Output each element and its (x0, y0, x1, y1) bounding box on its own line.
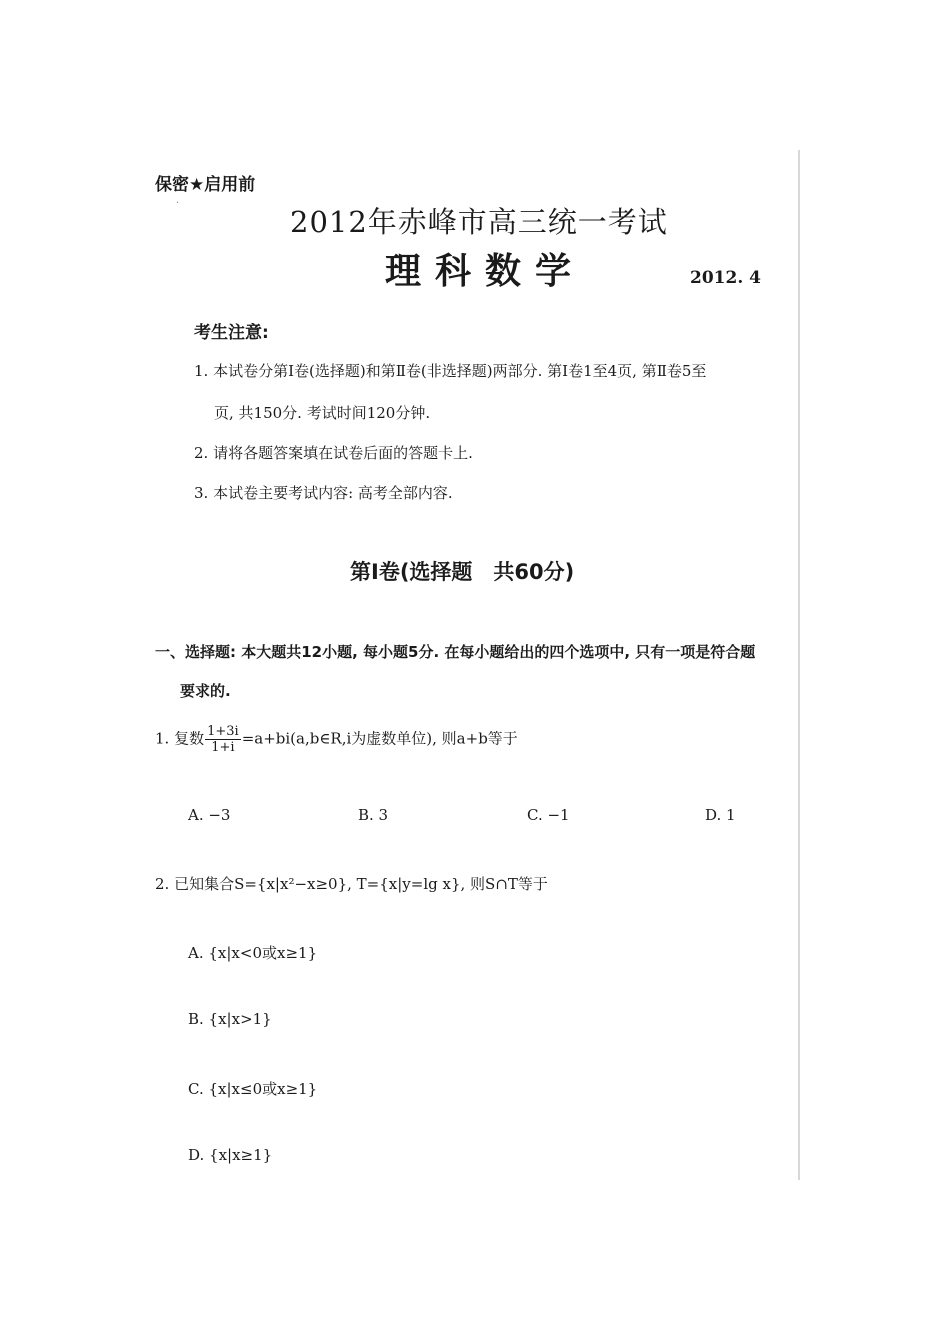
q2-option-d: D. {x|x≥1} (188, 1146, 273, 1164)
q2-option-b: B. {x|x>1} (188, 1010, 272, 1028)
exam-title: 2012年赤峰市高三统一考试 (290, 205, 668, 239)
q2-option-c: C. {x|x≤0或x≥1} (188, 1080, 318, 1098)
q2-option-a: A. {x|x<0或x≥1} (188, 944, 318, 962)
q1-option-c: C. −1 (527, 806, 570, 824)
q1-option-a: A. −3 (188, 806, 231, 824)
exam-subject: 理科数学 (385, 250, 586, 292)
notice-item-3: 3. 本试卷主要考试内容: 高考全部内容. (194, 484, 453, 502)
fraction-denominator: 1+i (211, 740, 235, 755)
section-title: 第Ⅰ卷(选择题 共60分) (350, 560, 575, 584)
part-instructions: 一、选择题: 本大题共12小题, 每小题5分. 在每小题给出的四个选项中, 只有一项是符合题 (155, 643, 756, 661)
exam-date: 2012. 4 (690, 268, 761, 288)
q1-option-b: B. 3 (358, 806, 389, 824)
notice-item-1-cont: 页, 共150分. 考试时间120分钟. (214, 404, 431, 422)
question-2: 2. 已知集合S={x|x²−x≥0}, T={x|y=lg x}, 则S∩T等于 (155, 875, 548, 893)
confidential-label: 保密★启用前 (155, 175, 256, 195)
scan-edge-line (798, 150, 800, 1180)
notice-item-1: 1. 本试卷分第Ⅰ卷(选择题)和第Ⅱ卷(非选择题)两部分. 第Ⅰ卷1至4页, 第Ⅱ卷5至 (194, 362, 707, 380)
fraction-numerator: 1+3i (207, 724, 239, 739)
question-1-prefix: 1. 复数 (155, 729, 205, 748)
question-1 (155, 724, 518, 755)
part-instructions-cont: 要求的. (180, 682, 231, 700)
scan-speck: · (176, 198, 180, 209)
question-1-fraction (205, 724, 241, 755)
notice-item-2: 2. 请将各题答案填在试卷后面的答题卡上. (194, 444, 473, 462)
q1-option-d: D. 1 (705, 806, 736, 824)
notice-heading: 考生注意: (194, 323, 269, 343)
question-1-suffix: =a+bi(a,b∈R,i为虚数单位), 则a+b等于 (241, 729, 518, 748)
